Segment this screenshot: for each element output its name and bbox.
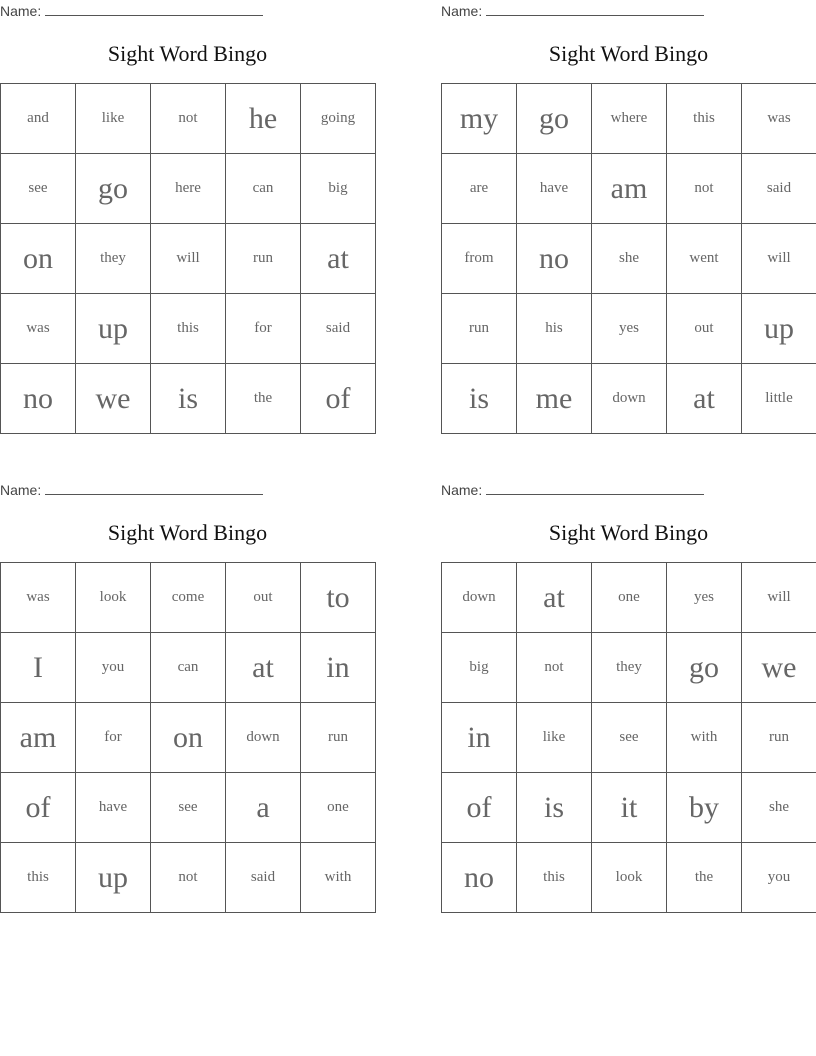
- bingo-cell[interactable]: up: [76, 294, 151, 364]
- bingo-row: [442, 364, 816, 434]
- bingo-cell[interactable]: go: [667, 633, 742, 703]
- bingo-cell[interactable]: this: [517, 843, 592, 913]
- name-label: Name:: [441, 482, 483, 498]
- bingo-cell[interactable]: we: [76, 364, 151, 434]
- bingo-cell[interactable]: by: [667, 773, 742, 843]
- bingo-cell[interactable]: a: [226, 773, 301, 843]
- bingo-row: [442, 633, 816, 703]
- bingo-cell[interactable]: see: [151, 773, 226, 843]
- name-underline[interactable]: [45, 482, 263, 495]
- bingo-cell[interactable]: it: [592, 773, 667, 843]
- bingo-cell[interactable]: said: [301, 294, 376, 364]
- bingo-cell[interactable]: see: [592, 703, 667, 773]
- bingo-cell[interactable]: is: [517, 773, 592, 843]
- bingo-cell[interactable]: out: [667, 294, 742, 364]
- bingo-cell[interactable]: you: [742, 843, 816, 913]
- bingo-cell[interactable]: they: [592, 633, 667, 703]
- card-title: Sight Word Bingo: [548, 520, 709, 545]
- bingo-cell[interactable]: on: [151, 703, 226, 773]
- bingo-row: [1, 224, 376, 294]
- card-title: Sight Word Bingo: [107, 41, 268, 66]
- bingo-grid: [441, 562, 816, 913]
- name-underline[interactable]: [486, 482, 704, 495]
- bingo-cell[interactable]: this: [667, 84, 742, 154]
- bingo-cell[interactable]: me: [517, 364, 592, 434]
- bingo-cell[interactable]: was: [1, 563, 76, 633]
- bingo-cell[interactable]: to: [301, 563, 376, 633]
- bingo-cell[interactable]: yes: [592, 294, 667, 364]
- bingo-cell[interactable]: I: [1, 633, 76, 703]
- name-field: [441, 3, 704, 19]
- bingo-cell[interactable]: go: [76, 154, 151, 224]
- name-label: Name:: [0, 3, 42, 19]
- name-underline[interactable]: [45, 3, 263, 16]
- bingo-cell[interactable]: not: [151, 843, 226, 913]
- bingo-cell[interactable]: are: [442, 154, 517, 224]
- bingo-row: [1, 563, 376, 633]
- bingo-cell[interactable]: yes: [667, 563, 742, 633]
- bingo-cell[interactable]: from: [442, 224, 517, 294]
- bingo-row: [442, 703, 816, 773]
- bingo-cell[interactable]: for: [226, 294, 301, 364]
- bingo-cell[interactable]: down: [226, 703, 301, 773]
- bingo-cell[interactable]: was: [1, 294, 76, 364]
- bingo-cell[interactable]: said: [226, 843, 301, 913]
- bingo-cell[interactable]: she: [592, 224, 667, 294]
- bingo-row: [1, 703, 376, 773]
- bingo-cell[interactable]: see: [1, 154, 76, 224]
- name-label: Name:: [0, 482, 42, 498]
- bingo-card-3: [0, 479, 375, 919]
- bingo-row: [1, 154, 376, 224]
- bingo-cell[interactable]: he: [226, 84, 301, 154]
- bingo-cell[interactable]: like: [517, 703, 592, 773]
- bingo-cell[interactable]: going: [301, 84, 376, 154]
- bingo-cell[interactable]: and: [1, 84, 76, 154]
- bingo-cell[interactable]: with: [667, 703, 742, 773]
- bingo-cell[interactable]: for: [76, 703, 151, 773]
- bingo-cell[interactable]: will: [742, 563, 816, 633]
- name-field: [441, 482, 704, 498]
- bingo-cell[interactable]: come: [151, 563, 226, 633]
- bingo-cell[interactable]: will: [151, 224, 226, 294]
- bingo-cell[interactable]: they: [76, 224, 151, 294]
- bingo-cell[interactable]: am: [592, 154, 667, 224]
- bingo-row: [442, 563, 816, 633]
- bingo-cell[interactable]: in: [442, 703, 517, 773]
- name-label: Name:: [441, 3, 483, 19]
- bingo-cell[interactable]: went: [667, 224, 742, 294]
- bingo-row: [1, 843, 376, 913]
- bingo-cell[interactable]: on: [1, 224, 76, 294]
- bingo-cell[interactable]: big: [442, 633, 517, 703]
- bingo-cell[interactable]: at: [517, 563, 592, 633]
- bingo-cell[interactable]: go: [517, 84, 592, 154]
- bingo-cell[interactable]: the: [667, 843, 742, 913]
- bingo-cell[interactable]: at: [301, 224, 376, 294]
- name-underline[interactable]: [486, 3, 704, 16]
- bingo-cell[interactable]: at: [226, 633, 301, 703]
- bingo-cell[interactable]: this: [151, 294, 226, 364]
- bingo-row: [442, 224, 816, 294]
- bingo-cell[interactable]: look: [592, 843, 667, 913]
- bingo-row: [1, 84, 376, 154]
- bingo-cell[interactable]: with: [301, 843, 376, 913]
- bingo-cell[interactable]: his: [517, 294, 592, 364]
- bingo-cell[interactable]: can: [226, 154, 301, 224]
- bingo-cell[interactable]: one: [301, 773, 376, 843]
- bingo-cell[interactable]: not: [517, 633, 592, 703]
- bingo-row: [442, 843, 816, 913]
- card-title: Sight Word Bingo: [548, 41, 709, 66]
- bingo-cell[interactable]: not: [667, 154, 742, 224]
- bingo-cell[interactable]: you: [76, 633, 151, 703]
- bingo-cell[interactable]: one: [592, 563, 667, 633]
- bingo-cell[interactable]: run: [742, 703, 816, 773]
- bingo-cell[interactable]: run: [442, 294, 517, 364]
- bingo-cell[interactable]: in: [301, 633, 376, 703]
- bingo-cell[interactable]: can: [151, 633, 226, 703]
- bingo-grid: [0, 562, 376, 913]
- bingo-row: [442, 294, 816, 364]
- bingo-cell[interactable]: have: [76, 773, 151, 843]
- bingo-cell[interactable]: am: [1, 703, 76, 773]
- bingo-cell[interactable]: down: [442, 563, 517, 633]
- bingo-cell[interactable]: up: [742, 294, 816, 364]
- bingo-row: [1, 633, 376, 703]
- bingo-cell[interactable]: big: [301, 154, 376, 224]
- bingo-cell[interactable]: no: [1, 364, 76, 434]
- bingo-cell[interactable]: she: [742, 773, 816, 843]
- bingo-cell[interactable]: said: [742, 154, 816, 224]
- bingo-cell[interactable]: will: [742, 224, 816, 294]
- bingo-cell[interactable]: here: [151, 154, 226, 224]
- bingo-card-1: [0, 0, 375, 440]
- bingo-cell[interactable]: down: [592, 364, 667, 434]
- bingo-row: [1, 773, 376, 843]
- name-field: [0, 482, 263, 498]
- bingo-cell[interactable]: no: [517, 224, 592, 294]
- bingo-cell[interactable]: have: [517, 154, 592, 224]
- bingo-cell[interactable]: up: [76, 843, 151, 913]
- bingo-cell[interactable]: run: [226, 224, 301, 294]
- bingo-cell[interactable]: look: [76, 563, 151, 633]
- bingo-card-4: [441, 479, 816, 919]
- bingo-cell[interactable]: is: [442, 364, 517, 434]
- bingo-row: [1, 294, 376, 364]
- bingo-row: [442, 154, 816, 224]
- bingo-row: [442, 84, 816, 154]
- card-title: Sight Word Bingo: [107, 520, 268, 545]
- bingo-card-2: [441, 0, 816, 440]
- bingo-row: [1, 364, 376, 434]
- bingo-cell[interactable]: of: [442, 773, 517, 843]
- bingo-cell[interactable]: run: [301, 703, 376, 773]
- bingo-cell[interactable]: of: [301, 364, 376, 434]
- bingo-grid: [0, 83, 376, 434]
- bingo-cell[interactable]: we: [742, 633, 816, 703]
- name-field: [0, 3, 263, 19]
- bingo-cell[interactable]: the: [226, 364, 301, 434]
- bingo-row: [442, 773, 816, 843]
- bingo-grid: [441, 83, 816, 434]
- bingo-cell[interactable]: not: [151, 84, 226, 154]
- bingo-cell[interactable]: little: [742, 364, 816, 434]
- bingo-cell[interactable]: is: [151, 364, 226, 434]
- bingo-cell[interactable]: out: [226, 563, 301, 633]
- bingo-cell[interactable]: at: [667, 364, 742, 434]
- bingo-cell[interactable]: of: [1, 773, 76, 843]
- bingo-cell[interactable]: where: [592, 84, 667, 154]
- bingo-cell[interactable]: my: [442, 84, 517, 154]
- bingo-cell[interactable]: was: [742, 84, 816, 154]
- bingo-cell[interactable]: like: [76, 84, 151, 154]
- bingo-cell[interactable]: this: [1, 843, 76, 913]
- bingo-cell[interactable]: no: [442, 843, 517, 913]
